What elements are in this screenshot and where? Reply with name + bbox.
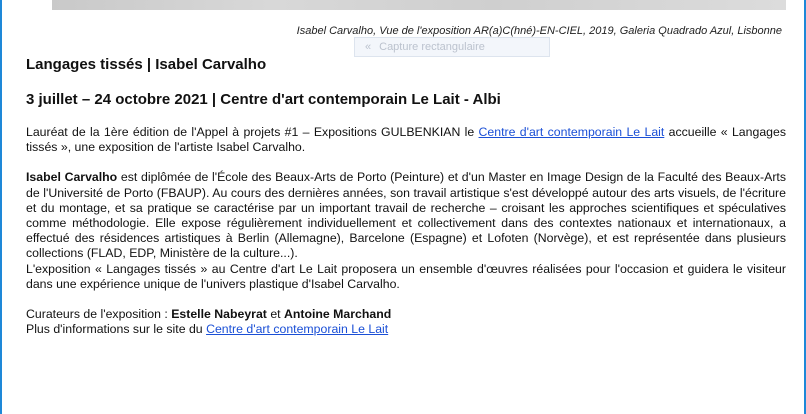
exhibition-paragraph: L'exposition « Langages tissés » au Centre d'art Le Lait proposera un ensemble d'œuvres réalisées pour l'occasion et guidera le visiteur dans une expérience unique de l'univers plastique d'Isabel Carvalho. [26, 261, 786, 291]
bio-text: est diplômée de l'École des Beaux-Arts de Porto (Peinture) et d'un Master en Image Design de la Faculté des Beaux-Arts de l'Université de Porto (FBAUP). Au cours des dernières années, son travail artistique s'est développé autour des arts visuels, de l'écriture et du montage, et sa pratique se caractérise par un important travail de recherche – croisant les approches scientifiques et spéculatives comme méthodologie. Elle expose régulièrement individuellement et collectivement dans des contextes nationaux et internationaux, a effectué des résidences artistiques à Berlin (Allemagne), Barcelone (Espagne) et Lofoten (Norvège), et est représentée dans plusieurs collections (FLAD, EDP, Ministère de la culture...). [26, 170, 787, 261]
curators-conjunction: et [266, 307, 284, 322]
intro-text-after: accueille « Langages tissés », une exposition de l'artiste Isabel Carvalho. [26, 125, 786, 155]
screenshot-tool-overlay [354, 37, 550, 57]
artist-name: Isabel Carvalho [26, 170, 118, 185]
article-subtitle: 3 juillet – 24 octobre 2021 | Centre d'art contemporain Le Lait - Albi [26, 91, 501, 108]
chevron-left-icon: « [365, 41, 372, 53]
article-body [26, 125, 786, 337]
more-info-label: Plus d'informations sur le site du [26, 322, 207, 337]
curator-name-2: Antoine Marchand [284, 307, 392, 322]
bio-paragraph [26, 170, 786, 261]
centre-link-intro[interactable]: Centre d'art contemporain Le Lait [478, 125, 665, 139]
paragraph-gap [26, 292, 786, 307]
intro-paragraph [26, 125, 786, 155]
more-info-line [26, 322, 786, 337]
photo-caption: Isabel Carvalho, Vue de l'exposition AR(a)C(hné)-EN-CIEL, 2019, Galeria Quadrado Azul, Lisbonne [296, 25, 782, 37]
curators-line [26, 307, 786, 322]
intro-text-before: Lauréat de la 1ère édition de l'Appel à projets #1 – Expositions GULBENKIAN le [26, 125, 479, 139]
article-title: Langages tissés | Isabel Carvalho [26, 56, 267, 73]
overlay-label: Capture rectangulaire [379, 41, 485, 53]
centre-link-more[interactable]: Centre d'art contemporain Le Lait [206, 322, 389, 337]
exhibition-photo [52, 0, 786, 10]
curator-name-1: Estelle Nabeyrat [171, 307, 267, 322]
curators-label: Curateurs de l'exposition : [26, 307, 172, 322]
paragraph-gap [26, 155, 786, 170]
